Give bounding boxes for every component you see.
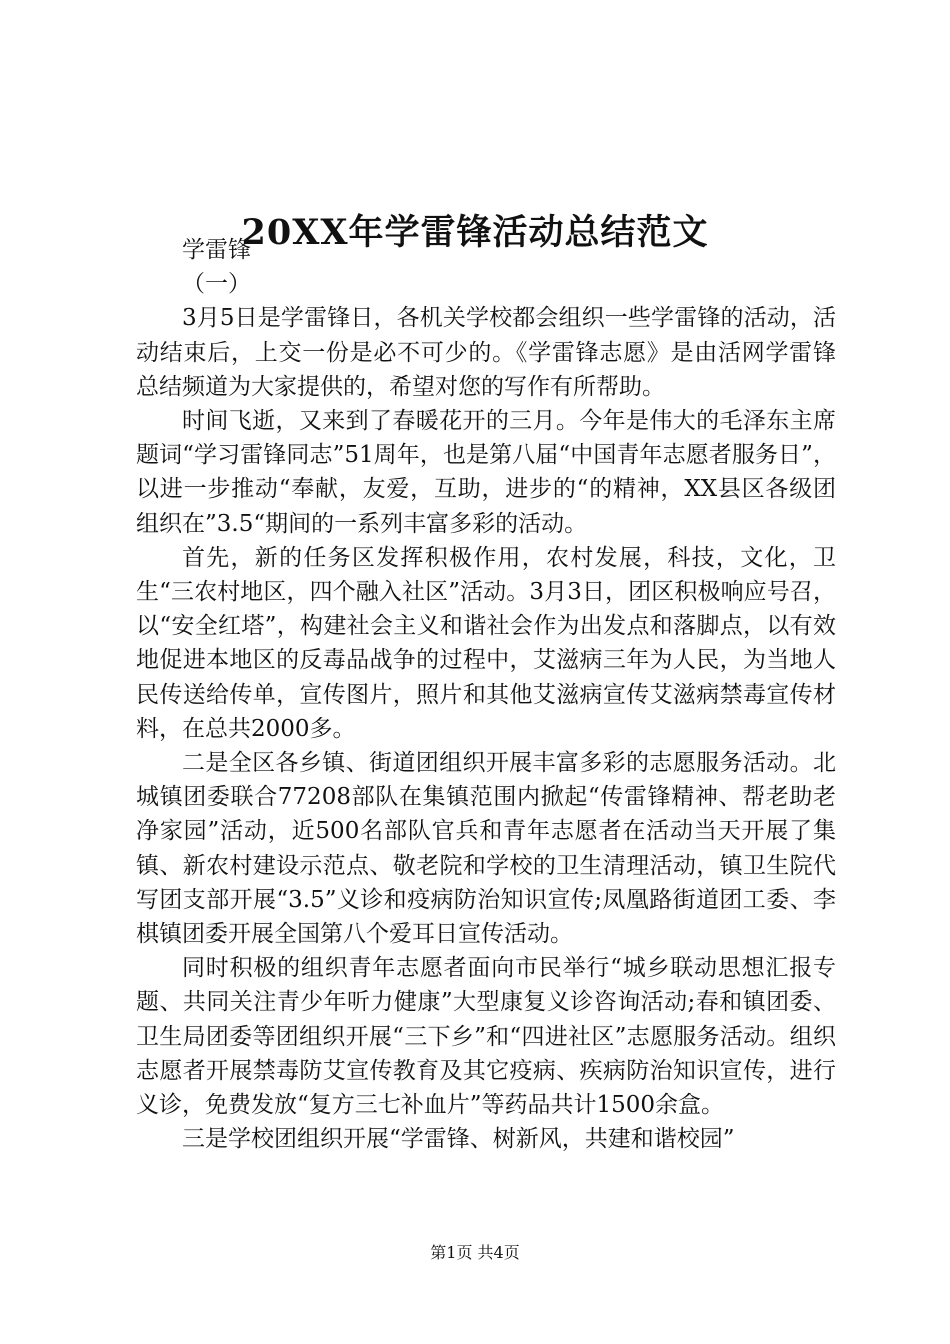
section-marker: （一） (182, 271, 251, 298)
paragraph: 3月5日是学雷锋日，各机关学校都会组织一些学雷锋的活动，活动结束后，上交一份是必不可少的。《学雷锋志愿》是由活网学雷锋总结频道为大家提供的，希望对您的写作有所帮助。 (136, 305, 836, 400)
page-footer (0, 1243, 950, 1263)
paragraph: 时间飞逝，又来到了春暖花开的三月。今年是伟大的毛泽东主席题词“学习雷锋同志”51周年，也是第八届“中国青年志愿者服务日”，以进一步推动“奉献，友爱，互助，进步的“的精神，XX县区各级团组织在”3.5“期间的一系列丰富多彩的活动。 (136, 408, 836, 537)
paragraph: 二是全区各乡镇、街道团组织开展丰富多彩的志愿服务活动。北城镇团委联合77208部队在集镇范围内掀起“传雷锋精神、帮老助老净家园”活动，近500名部队官兵和青年志愿者在活动当天开展了集镇、新农村建设示范点、敬老院和学校的卫生清理活动，镇卫生院代写团支部开展“3.5”义诊和疫病防治知识宣传;凤凰路街道团工委、李棋镇团委开展全国第八个爱耳日宣传活动。 (136, 750, 836, 948)
document-body (136, 233, 836, 1156)
subtitle: 学雷锋 (182, 237, 251, 263)
document-title: 20XX年学雷锋活动总结范文 (241, 212, 709, 254)
paragraph: 同时积极的组织青年志愿者面向市民举行“城乡联动思想汇报专题、共同关注青少年听力健康”大型康复义诊咨询活动;春和镇团委、卫生局团委等团组织开展“三下乡”和“四进社区”志愿服务活动。组织志愿者开展禁毒防艾宣传教育及其它疫病、疾病防治知识宣传，进行义诊，免费发放“复方三七补血片”等药品共计1500余盒。 (136, 955, 836, 1119)
paragraph: 首先，新的任务区发挥积极作用，农村发展，科技，文化，卫生“三农村地区，四个融入社区”活动。3月3日，团区积极响应号召，以“安全红塔”，构建社会主义和谐社会作为出发点和落脚点，以有效地促进本地区的反毒品战争的过程中，艾滋病三年为人民，为当地人民传送给传单，宣传图片，照片和其他艾滋病宣传艾滋病禁毒宣传材料，在总共2000多。 (136, 544, 836, 742)
page-number: 第1页 共4页 (430, 1243, 520, 1262)
paragraph: 三是学校团组织开展“学雷锋、树新风，共建和谐校园” (182, 1126, 735, 1153)
